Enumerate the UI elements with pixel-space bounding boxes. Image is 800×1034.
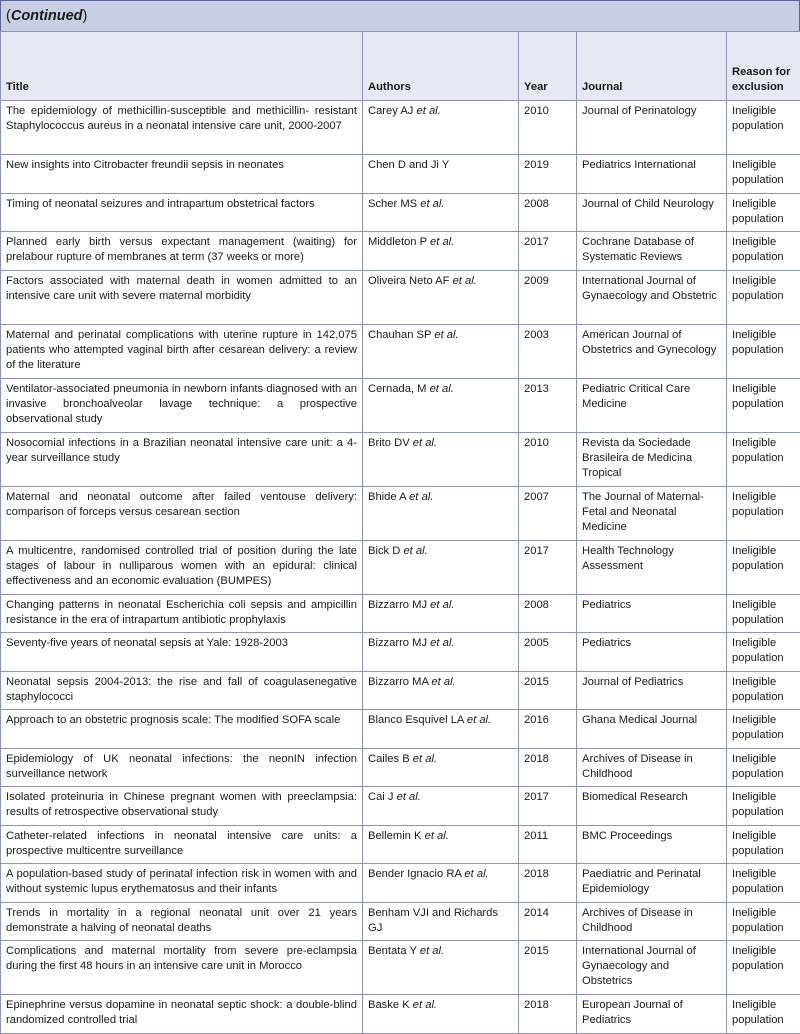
- study-authors: [363, 155, 519, 194]
- study-title: Maternal and neonatal outcome after failed ventouse delivery: comparison of forceps versus cesarean section: [1, 486, 363, 540]
- author-name: Bick D: [368, 545, 400, 557]
- study-year: 2005: [519, 633, 577, 672]
- author-name: Carey AJ: [368, 105, 413, 117]
- et-al-label: et al.: [430, 599, 454, 611]
- study-year: 2011: [519, 825, 577, 864]
- study-journal: Pediatrics International: [577, 155, 727, 194]
- study-authors: [363, 671, 519, 710]
- study-title: Planned early birth versus expectant management (waiting) for prelabour rupture of membranes at term (37 weeks or more): [1, 232, 363, 271]
- study-journal: Pediatric Critical Care Medicine: [577, 378, 727, 432]
- study-authors: [363, 748, 519, 787]
- study-authors: [363, 101, 519, 155]
- study-title: Approach to an obstetric prognosis scale: The modified SOFA scale: [1, 710, 363, 749]
- table-row: [1, 540, 800, 594]
- open-paren: (: [6, 8, 11, 24]
- study-year: 2014: [519, 902, 577, 941]
- study-title: Factors associated with maternal death in women admitted to an intensive care unit with severe maternal morbidity: [1, 270, 363, 324]
- study-title: A population-based study of perinatal infection risk in women with and without systemic lupus erythematosus and their infants: [1, 864, 363, 903]
- study-journal: The Journal of Maternal-Fetal and Neonatal Medicine: [577, 486, 727, 540]
- study-authors: [363, 232, 519, 271]
- author-name: Oliveira Neto AF: [368, 275, 449, 287]
- study-title: Trends in mortality in a regional neonatal unit over 21 years demonstrate a halving of neonatal deaths: [1, 902, 363, 941]
- column-header-journal: Journal: [577, 32, 727, 101]
- study-journal: Cochrane Database of Systematic Reviews: [577, 232, 727, 271]
- study-title: The epidemiology of methicillin-susceptible and methicillin- resistant Staphylococcus aureus in a neonatal intensive care unit, 2000-2007: [1, 101, 363, 155]
- author-name: Baske K: [368, 999, 410, 1011]
- exclusion-reason: Ineligible population: [727, 864, 800, 903]
- et-al-label: et al.: [413, 753, 437, 765]
- author-name: Brito DV: [368, 437, 410, 449]
- study-title: Neonatal sepsis 2004-2013: the rise and fall of coagulasenegative staphylococci: [1, 671, 363, 710]
- et-al-label: et al.: [430, 236, 454, 248]
- study-journal: International Journal of Gynaecology and Obstetric: [577, 270, 727, 324]
- table-row: [1, 902, 800, 941]
- table-row: [1, 671, 800, 710]
- study-year: 2018: [519, 748, 577, 787]
- exclusion-reason: Ineligible population: [727, 324, 800, 378]
- study-title: Maternal and perinatal complications with uterine rupture in 142,075 patients who attempted vaginal birth after cesarean delivery: a review of the literature: [1, 324, 363, 378]
- author-name: Bellemin K: [368, 830, 421, 842]
- study-authors: [363, 324, 519, 378]
- author-name: Scher MS: [368, 198, 417, 210]
- author-name: Bentata Y: [368, 945, 417, 957]
- table-row: [1, 378, 800, 432]
- column-header-year: Year: [519, 32, 577, 101]
- study-year: 2009: [519, 270, 577, 324]
- study-title: A multicentre, randomised controlled trial of position during the late stages of labour in nulliparous women with an epidural: clinical effectiveness and an economic evaluation (BUMPES): [1, 540, 363, 594]
- author-name: Cailes B: [368, 753, 410, 765]
- study-year: 2015: [519, 671, 577, 710]
- study-year: 2015: [519, 941, 577, 995]
- study-year: 2019: [519, 155, 577, 194]
- author-name: Bender Ignacio RA: [368, 868, 461, 880]
- exclusion-reason: Ineligible population: [727, 155, 800, 194]
- study-journal: International Journal of Gynaecology and Obstetrics: [577, 941, 727, 995]
- et-al-label: et al.: [413, 437, 437, 449]
- column-header-title: Title: [1, 32, 363, 101]
- study-journal: Pediatrics: [577, 594, 727, 633]
- table-row: [1, 101, 800, 155]
- author-name: Bizzarro MA: [368, 676, 428, 688]
- study-authors: [363, 193, 519, 232]
- study-year: 2010: [519, 432, 577, 486]
- study-title: Epinephrine versus dopamine in neonatal septic shock: a double-blind randomized controlled trial: [1, 995, 363, 1034]
- study-title: New insights into Citrobacter freundii sepsis in neonates: [1, 155, 363, 194]
- exclusion-reason: Ineligible population: [727, 787, 800, 826]
- study-authors: [363, 432, 519, 486]
- author-name: Middleton P: [368, 236, 427, 248]
- exclusion-reason: Ineligible population: [727, 633, 800, 672]
- study-title: Epidemiology of UK neonatal infections: the neonIN infection surveillance network: [1, 748, 363, 787]
- study-authors: [363, 270, 519, 324]
- study-title: Changing patterns in neonatal Escherichia coli sepsis and ampicillin resistance in the era of intrapartum antibiotic prophylaxis: [1, 594, 363, 633]
- table-row: [1, 748, 800, 787]
- author-name: Cernada, M: [368, 383, 426, 395]
- study-title: Nosocomial infections in a Brazilian neonatal intensive care unit: a 4-year surveillance study: [1, 432, 363, 486]
- study-journal: Pediatrics: [577, 633, 727, 672]
- table-row: [1, 710, 800, 749]
- exclusion-reason: Ineligible population: [727, 486, 800, 540]
- study-authors: [363, 594, 519, 633]
- column-header-reason: Reason for exclusion: [727, 32, 800, 101]
- et-al-label: et al.: [409, 491, 433, 503]
- exclusion-reason: Ineligible population: [727, 432, 800, 486]
- author-name: Cai J: [368, 791, 394, 803]
- study-year: 2017: [519, 540, 577, 594]
- study-year: 2010: [519, 101, 577, 155]
- study-year: 2016: [519, 710, 577, 749]
- table-row: [1, 270, 800, 324]
- study-authors: [363, 995, 519, 1034]
- et-al-label: et al.: [467, 714, 491, 726]
- study-authors: [363, 378, 519, 432]
- study-authors: [363, 941, 519, 995]
- exclusion-reason: Ineligible population: [727, 825, 800, 864]
- table-row: [1, 155, 800, 194]
- study-year: 2008: [519, 594, 577, 633]
- exclusion-reason: Ineligible population: [727, 748, 800, 787]
- study-journal: Journal of Pediatrics: [577, 671, 727, 710]
- study-title: Timing of neonatal seizures and intrapartum obstetrical factors: [1, 193, 363, 232]
- exclusion-reason: Ineligible population: [727, 941, 800, 995]
- et-al-label: et al.: [464, 868, 488, 880]
- study-title: Seventy-five years of neonatal sepsis at Yale: 1928-2003: [1, 633, 363, 672]
- exclusion-reason: Ineligible population: [727, 995, 800, 1034]
- et-al-label: et al.: [417, 105, 441, 117]
- table-row: [1, 633, 800, 672]
- study-year: 2008: [519, 193, 577, 232]
- study-year: 2017: [519, 232, 577, 271]
- study-year: 2018: [519, 995, 577, 1034]
- author-name: Chauhan SP: [368, 329, 431, 341]
- study-journal: Archives of Disease in Childhood: [577, 902, 727, 941]
- study-journal: Journal of Child Neurology: [577, 193, 727, 232]
- study-title: Complications and maternal mortality from severe pre-eclampsia during the first 48 hours in an intensive care unit in Morocco: [1, 941, 363, 995]
- table-row: [1, 864, 800, 903]
- et-al-label: et al.: [420, 198, 444, 210]
- exclusion-reason: Ineligible population: [727, 594, 800, 633]
- et-al-label: et al.: [397, 791, 421, 803]
- table-row: [1, 787, 800, 826]
- table-row: [1, 995, 800, 1034]
- et-al-label: et al.: [403, 545, 427, 557]
- study-year: 2018: [519, 864, 577, 903]
- exclusion-reason: Ineligible population: [727, 902, 800, 941]
- study-authors: [363, 540, 519, 594]
- et-al-label: et al.: [453, 275, 477, 287]
- exclusion-reason: Ineligible population: [727, 540, 800, 594]
- exclusion-reason: Ineligible population: [727, 101, 800, 155]
- table-row: [1, 825, 800, 864]
- study-year: 2013: [519, 378, 577, 432]
- continued-label: Continued: [11, 8, 83, 24]
- author-name: Bizzarro MJ: [368, 599, 427, 611]
- study-journal: Biomedical Research: [577, 787, 727, 826]
- study-authors: [363, 710, 519, 749]
- study-authors: [363, 902, 519, 941]
- table-row: [1, 324, 800, 378]
- exclusion-reason: Ineligible population: [727, 270, 800, 324]
- study-authors: [363, 787, 519, 826]
- study-journal: Revista da Sociedade Brasileira de Medicina Tropical: [577, 432, 727, 486]
- study-journal: BMC Proceedings: [577, 825, 727, 864]
- study-authors: [363, 633, 519, 672]
- et-al-label: et al.: [430, 383, 454, 395]
- study-journal: Ghana Medical Journal: [577, 710, 727, 749]
- et-al-label: et al.: [425, 830, 449, 842]
- table-row: [1, 941, 800, 995]
- et-al-label: et al.: [413, 999, 437, 1011]
- continued-header: [0, 0, 800, 31]
- column-header-authors: Authors: [363, 32, 519, 101]
- table-row: [1, 486, 800, 540]
- study-authors: [363, 825, 519, 864]
- exclusion-reason: Ineligible population: [727, 710, 800, 749]
- exclusion-reason: Ineligible population: [727, 378, 800, 432]
- study-journal: European Journal of Pediatrics: [577, 995, 727, 1034]
- study-year: 2017: [519, 787, 577, 826]
- excluded-studies-table: [0, 31, 800, 1034]
- et-al-label: et al.: [431, 676, 455, 688]
- author-name: Bhide A: [368, 491, 406, 503]
- study-year: 2007: [519, 486, 577, 540]
- et-al-label: et al.: [430, 637, 454, 649]
- close-paren: ): [83, 8, 88, 24]
- header-row: [1, 32, 800, 101]
- exclusion-reason: Ineligible population: [727, 193, 800, 232]
- study-journal: Journal of Perinatology: [577, 101, 727, 155]
- author-name: Blanco Esquivel LA: [368, 714, 464, 726]
- study-year: 2003: [519, 324, 577, 378]
- study-title: Ventilator-associated pneumonia in newborn infants diagnosed with an invasive bronchoalveolar lavage technique: a prospective observational study: [1, 378, 363, 432]
- author-name: Benham VJI and Richards GJ: [368, 907, 498, 934]
- exclusion-reason: Ineligible population: [727, 232, 800, 271]
- et-al-label: et al.: [434, 329, 458, 341]
- exclusion-reason: Ineligible population: [727, 671, 800, 710]
- table-row: [1, 232, 800, 271]
- table-row: [1, 193, 800, 232]
- study-journal: American Journal of Obstetrics and Gynecology: [577, 324, 727, 378]
- table-row: [1, 594, 800, 633]
- study-journal: Archives of Disease in Childhood: [577, 748, 727, 787]
- study-title: Isolated proteinuria in Chinese pregnant women with preeclampsia: results of retrospective observational study: [1, 787, 363, 826]
- study-journal: Paediatric and Perinatal Epidemiology: [577, 864, 727, 903]
- study-title: Catheter-related infections in neonatal intensive care units: a prospective multicentre surveillance: [1, 825, 363, 864]
- table-body: [1, 101, 800, 1034]
- author-name: Chen D and Ji Y: [368, 159, 449, 171]
- table-row: [1, 432, 800, 486]
- study-authors: [363, 864, 519, 903]
- study-authors: [363, 486, 519, 540]
- author-name: Bizzarro MJ: [368, 637, 427, 649]
- et-al-label: et al.: [420, 945, 444, 957]
- table-header: [1, 32, 800, 101]
- study-journal: Health Technology Assessment: [577, 540, 727, 594]
